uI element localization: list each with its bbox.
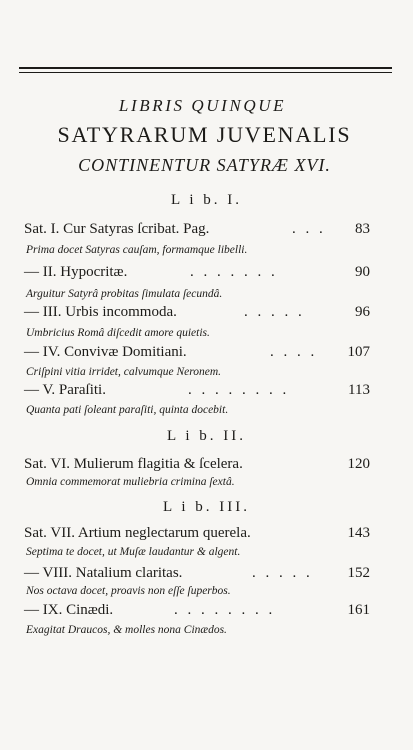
book-heading-3: L i b. III. [162,499,250,515]
title-line-3: CONTINENTUR SATYRÆ XVI. [78,155,331,175]
title-line-2: SATYRARUM JUVENALIS [57,122,352,147]
entry-summary: Criſpini vitia irridet, calvumque Neronem. [26,366,222,378]
entry-dots: . . . . . . . . [174,602,276,618]
entry-label: — III. Urbis incommoda. [24,304,177,320]
entry-label: — IX. Cinædi. [24,602,114,618]
toc-entry [24,565,370,585]
toc-entry [24,525,370,545]
entry-page: 90 [355,264,370,280]
toc-entry [24,344,370,364]
entry-dots: . . . [292,221,326,237]
entry-summary: Quanta pati ſoleant paraſiti, quinta docebit. [26,404,229,416]
entry-label: — VIII. Natalium claritas. [24,565,183,581]
entry-dots: . . . . . . . . [188,382,290,398]
top-rule-thin [19,72,392,73]
entry-summary: Arguitur Satyrâ probitas ſimulata ſecundâ. [26,288,223,300]
entry-label: — II. Hypocritæ. [24,264,128,280]
entry-page: 96 [355,304,370,320]
entry-summary: Prima docet Satyras cauſam, formamque libelli. [26,244,248,256]
book-heading-2: L i b. II. [166,428,246,444]
entry-label: Sat. I. Cur Satyras ſcribat. Pag. [24,221,210,237]
toc-entry [24,382,370,402]
entry-page: 120 [347,456,370,472]
toc-entry [24,221,370,241]
book-heading-1: L i b. I. [170,192,243,208]
entry-dots: . . . . . [252,565,313,581]
entry-page: 152 [347,565,370,581]
entry-label: Sat. VII. Artium neglectarum querela. [24,525,251,541]
entry-dots: . . . . . . . [190,264,278,280]
entry-page: 161 [347,602,370,618]
entry-page: 143 [347,525,370,541]
toc-entry [24,264,370,284]
entry-summary: Omnia commemorat muliebria crimina ſextâ. [26,476,235,488]
top-rule-thick [19,67,392,69]
entry-summary: Exagitat Draucos, & molles nona Cinædos. [26,624,227,636]
entry-label: — V. Paraſiti. [24,382,106,398]
entry-summary: Septima te docet, ut Muſæ laudantur & algent. [26,546,241,558]
entry-page: 113 [348,382,370,398]
toc-entry [24,304,370,324]
entry-label: Sat. VI. Mulierum flagitia & ſcelera. [24,456,243,472]
entry-page: 107 [347,344,370,360]
toc-entry [24,602,370,622]
entry-label: — IV. Convivæ Domitiani. [24,344,187,360]
toc-entry [24,456,370,476]
entry-page: 83 [355,221,370,237]
entry-dots: . . . . [270,344,318,360]
entry-summary: Nos octava docet, proavis non eſſe ſuperbos. [26,585,231,597]
title-line-1: LIBRIS QUINQUE [118,96,287,115]
entry-summary: Umbricius Româ diſcedit amore quietis. [26,327,210,339]
entry-dots: . . . . . [244,304,305,320]
